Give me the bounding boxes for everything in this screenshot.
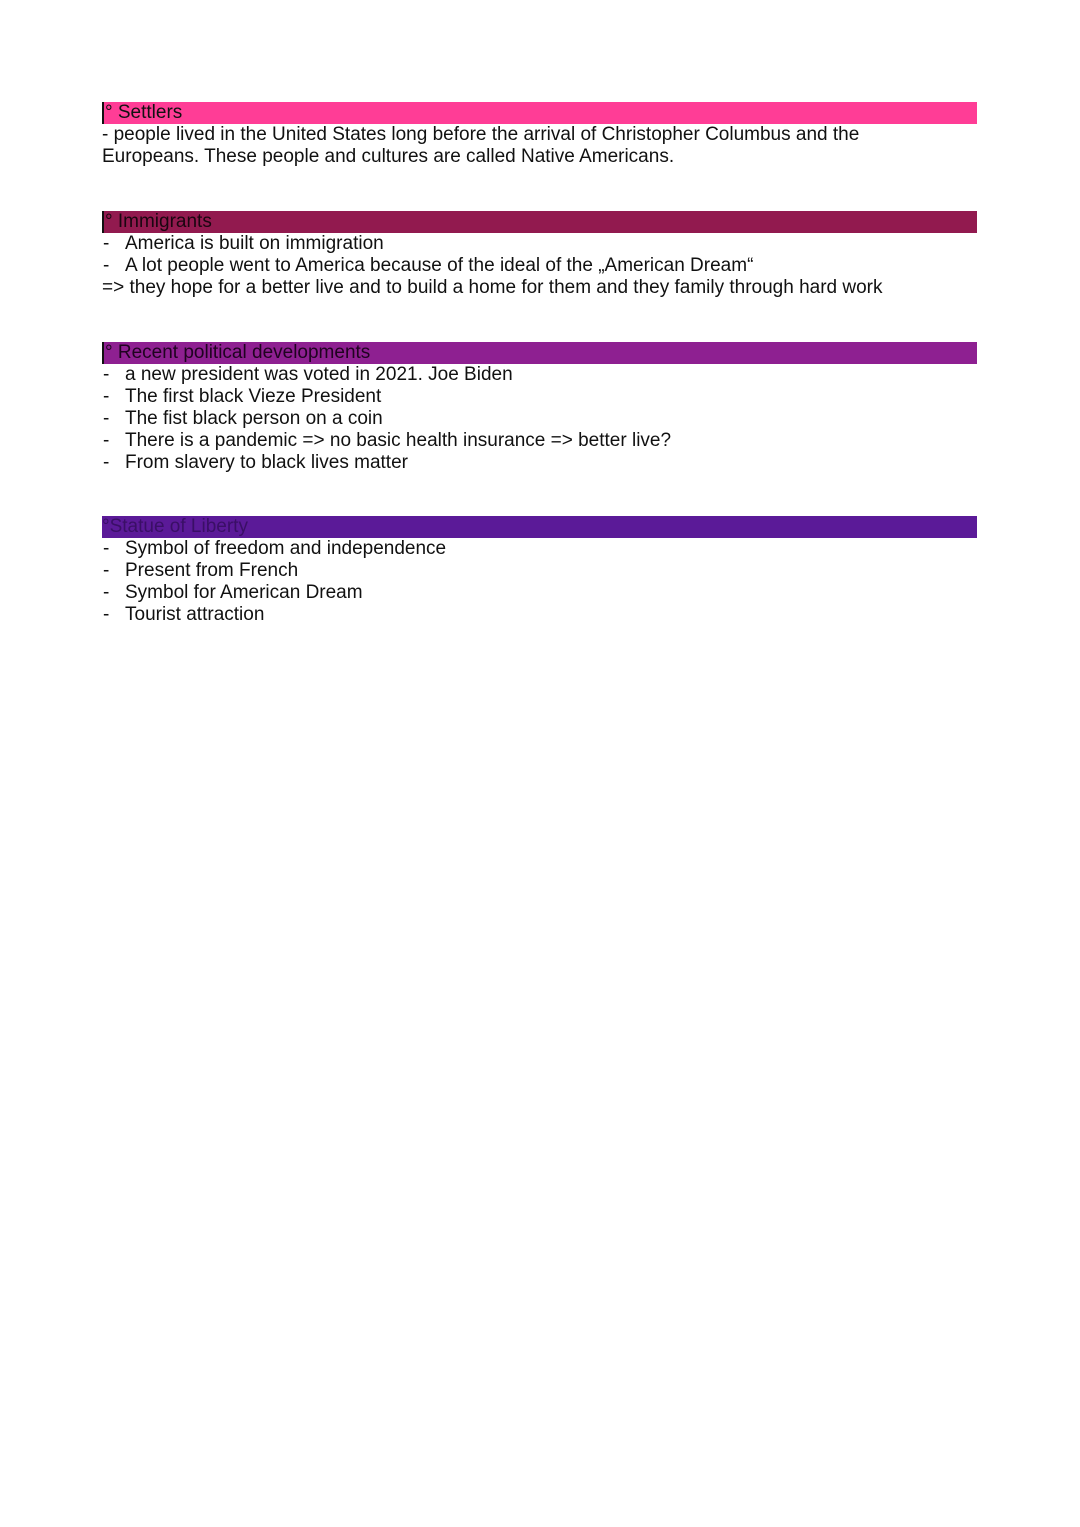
list-item-text: America is built on immigration [125, 233, 384, 254]
list-item [102, 255, 977, 277]
list-item [102, 560, 977, 582]
section-statue-of-liberty [102, 516, 977, 626]
text-line: - people lived in the United States long before the arrival of Christopher Columbus and the [102, 124, 860, 145]
list-item-text: The fist black person on a coin [125, 408, 383, 429]
section-header-political: ° Recent political developments [102, 342, 977, 364]
dash-marker: - [103, 604, 110, 625]
list-item [102, 233, 977, 255]
list-item-text: There is a pandemic => no basic health insurance => better live? [125, 430, 672, 451]
settlers-text [102, 124, 977, 168]
list-item [102, 430, 977, 452]
list-item-text: From slavery to black lives matter [125, 452, 408, 473]
list-item [102, 408, 977, 430]
list-item [102, 452, 977, 474]
conclusion-line: => they hope for a better live and to build a home for them and they family through hard work [102, 277, 883, 298]
dash-marker: - [103, 582, 110, 603]
liberty-list [102, 538, 977, 626]
list-item [102, 582, 977, 604]
list-item [102, 386, 977, 408]
section-header-immigrants: ° Immigrants [102, 211, 977, 233]
text-line: Europeans. These people and cultures are called Native Americans. [102, 146, 675, 167]
section-header-settlers: ° Settlers [102, 102, 977, 124]
list-item [102, 538, 977, 560]
list-item-text: a new president was voted in 2021. Joe Biden [125, 364, 513, 385]
list-item-text: Present from French [125, 560, 299, 581]
dash-marker: - [103, 255, 110, 276]
dash-marker: - [103, 364, 110, 385]
section-immigrants [102, 211, 977, 299]
list-item-text: Tourist attraction [125, 604, 265, 625]
section-header-liberty: °Statue of Liberty [102, 516, 977, 538]
political-list [102, 364, 977, 474]
dash-marker: - [103, 233, 110, 254]
list-item-text: Symbol of freedom and independence [125, 538, 447, 559]
list-item-text: Symbol for American Dream [125, 582, 363, 603]
dash-marker: - [103, 430, 110, 451]
list-item-text: The first black Vieze President [125, 386, 382, 407]
list-item [102, 364, 977, 386]
dash-marker: - [103, 538, 110, 559]
dash-marker: - [103, 452, 110, 473]
list-item [102, 604, 977, 626]
list-item-text: A lot people went to America because of the ideal of the „American Dream“ [125, 255, 754, 276]
section-settlers [102, 102, 977, 168]
dash-marker: - [103, 386, 110, 407]
dash-marker: - [103, 560, 110, 581]
section-political-developments [102, 342, 977, 474]
dash-marker: - [103, 408, 110, 429]
immigrants-list [102, 233, 977, 299]
